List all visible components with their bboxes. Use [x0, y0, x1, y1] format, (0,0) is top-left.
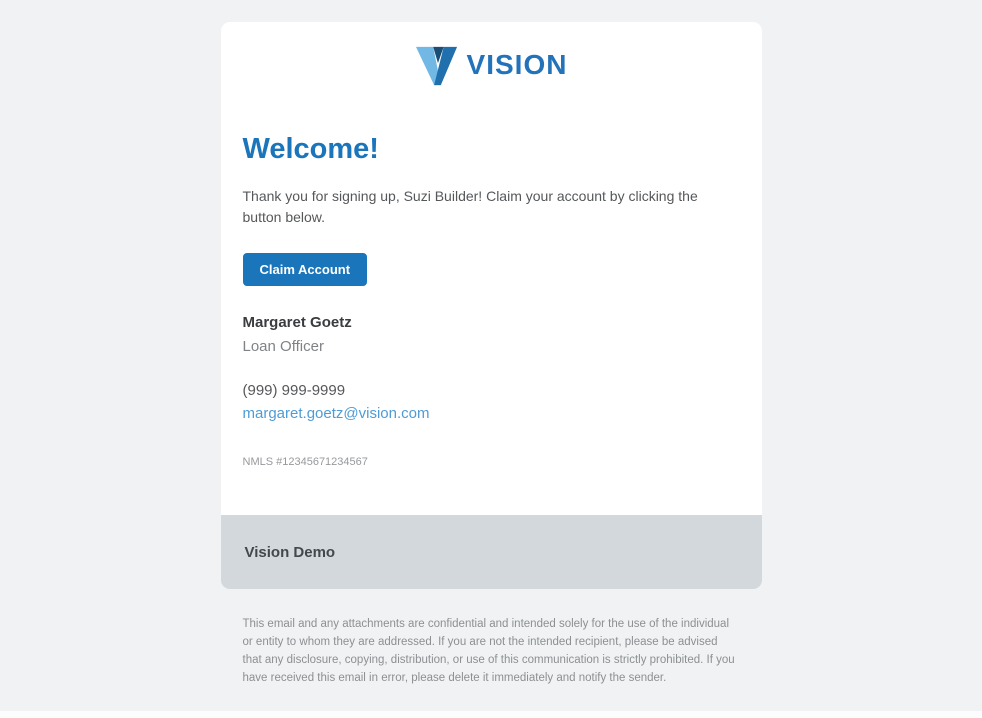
- signature-job-title: Loan Officer: [242, 338, 324, 356]
- vision-logo: [243, 46, 740, 86]
- company-footer-bar: [221, 515, 762, 589]
- welcome-body-text: Thank you for signing up, Suzi Builder! Claim your account by clicking the button below.: [242, 188, 698, 226]
- nmls-number: NMLS #12345671234567: [242, 456, 368, 469]
- company-name: Vision Demo: [244, 543, 336, 561]
- confidentiality-disclaimer: This email and any attachments are confidential and intended solely for the use of the individual or entity to whom they are addressed. If you are not the intended recipient, please be advised that any disclosure, copying, distribution, or use of this communication is strictly prohibited. If you have received this email in error, please delete it immediately and notify the sender.: [242, 618, 735, 685]
- signature-phone: (999) 999-9999: [242, 382, 346, 400]
- bottom-strip: [0, 711, 982, 718]
- signature-block: [243, 314, 740, 468]
- signature-name: Margaret Goetz: [242, 314, 352, 332]
- email-card: [221, 22, 762, 515]
- signature-email-link[interactable]: margaret.goetz@vision.com: [242, 405, 430, 423]
- claim-account-button[interactable]: Claim Account: [243, 253, 368, 286]
- welcome-heading: Welcome!: [242, 133, 379, 165]
- brand-name: VISION: [466, 49, 568, 80]
- email-preview: [221, 0, 762, 687]
- vision-v-icon: [415, 46, 459, 86]
